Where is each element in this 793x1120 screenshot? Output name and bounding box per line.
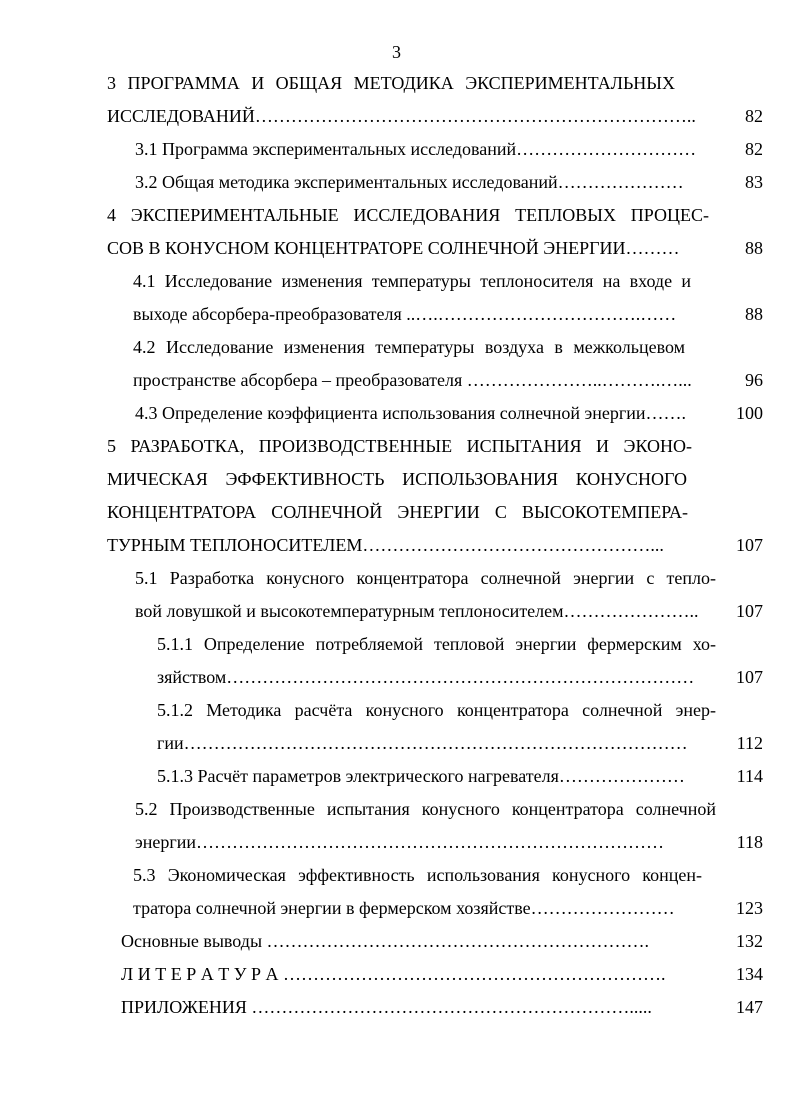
toc-entry-5-1-line1[interactable] xyxy=(135,562,716,594)
toc-page-number: 82 xyxy=(745,139,763,159)
toc-entry-4-2-line1[interactable] xyxy=(133,331,685,363)
toc-entry-text: 3 ПРОГРАММА И ОБЩАЯ МЕТОДИКА ЭКСПЕРИМЕНТАЛЬНЫХ xyxy=(107,73,675,93)
toc-entry-text: 5.1 Разработка конусного концентратора солнечной энергии с тепло- xyxy=(135,568,716,588)
toc-entry-4-heading-line2[interactable] xyxy=(107,232,763,264)
toc-entry-5-2-line1[interactable] xyxy=(135,793,716,825)
toc-entry-5-1-1-line2[interactable] xyxy=(157,661,763,693)
toc-page-number: 112 xyxy=(736,733,763,753)
toc-page-number: 88 xyxy=(745,238,763,258)
toc-page-number: 107 xyxy=(736,535,763,555)
page-number: 3 xyxy=(392,42,401,62)
toc-entry-text: 5.1.2 Методика расчёта конусного концентратора солнечной энер- xyxy=(157,700,716,720)
toc-entry-5-3-line1[interactable] xyxy=(133,859,702,891)
toc-page-number: 107 xyxy=(736,601,763,621)
toc-entry-text: 3.2 Общая методика экспериментальных исследований………………… xyxy=(135,172,684,192)
toc-entry-text: ИССЛЕДОВАНИЙ……………………………………………………………….. xyxy=(107,106,696,126)
toc-entry-text: зяйством…………………………………………………………………… xyxy=(157,667,695,687)
toc-page-number: 147 xyxy=(736,997,763,1017)
toc-entry-text: тратора солнечной энергии в фермерском хозяйстве…………………… xyxy=(133,898,675,918)
toc-entry-text: 4.3 Определение коэффициента использования солнечной энергии……. xyxy=(135,403,686,423)
toc-page-number: 83 xyxy=(745,172,763,192)
toc-entry-5-heading-line2[interactable] xyxy=(107,463,687,495)
toc-page-number: 107 xyxy=(736,667,763,687)
toc-entry-5-heading-line4[interactable] xyxy=(107,529,763,561)
toc-page-number: 88 xyxy=(745,304,763,324)
toc-entry-text: Основные выводы ………………………………………………………. xyxy=(121,931,650,951)
toc-entry-text: ПРИЛОЖЕНИЯ ………………………………………………………..... xyxy=(121,997,652,1017)
toc-entry-5-heading-line1[interactable] xyxy=(107,430,692,462)
toc-entry-text: 4.2 Исследование изменения температуры воздуха в межкольцевом xyxy=(133,337,685,357)
toc-page-number: 100 xyxy=(736,403,763,423)
toc-entry-text: 5 РАЗРАБОТКА, ПРОИЗВОДСТВЕННЫЕ ИСПЫТАНИЯ И ЭКОНО- xyxy=(107,436,692,456)
toc-page-number: 118 xyxy=(736,832,763,852)
toc-page-number: 123 xyxy=(736,898,763,918)
toc-entry-4-1-line1[interactable] xyxy=(133,265,691,297)
toc-entry-text: ТУРНЫМ ТЕПЛОНОСИТЕЛЕМ…………………………………………... xyxy=(107,535,664,555)
toc-entry-conclusions[interactable] xyxy=(121,925,763,957)
toc-entry-5-3-line2[interactable] xyxy=(133,892,763,924)
toc-entry-4-heading-line1[interactable] xyxy=(107,199,709,231)
toc-entry-text: 4 ЭКСПЕРИМЕНТАЛЬНЫЕ ИССЛЕДОВАНИЯ ТЕПЛОВЫХ ПРОЦЕС- xyxy=(107,205,709,225)
toc-page-number: 114 xyxy=(736,766,763,786)
toc-entry-3-heading-line1[interactable] xyxy=(107,67,675,99)
toc-entry-4-2-line2[interactable] xyxy=(133,364,763,396)
toc-entry-text: 4.1 Исследование изменения температуры теплоносителя на входе и xyxy=(133,271,691,291)
toc-entry-text: выходе абсорбера-преобразователя ..….…………………………….…… xyxy=(133,304,677,324)
toc-entry-text: 5.1.1 Определение потребляемой тепловой энергии фермерским хо- xyxy=(157,634,716,654)
toc-entry-5-1-2-line1[interactable] xyxy=(157,694,716,726)
toc-entry-text: гии………………………………………………………………………… xyxy=(157,733,688,753)
toc-entry-text: пространстве абсорбера – преобразователя …………………..……….…... xyxy=(133,370,692,390)
toc-entry-text: 5.1.3 Расчёт параметров электрического нагревателя………………… xyxy=(157,766,685,786)
toc-entry-text: Л И Т Е Р А Т У Р А ………………………………………………………. xyxy=(121,964,666,984)
toc-entry-text: 5.3 Экономическая эффективность использования конусного концен- xyxy=(133,865,702,885)
toc-page-number: 96 xyxy=(745,370,763,390)
toc-entry-text: СОВ В КОНУСНОМ КОНЦЕНТРАТОРЕ СОЛНЕЧНОЙ ЭНЕРГИИ……… xyxy=(107,238,680,258)
toc-entry-text: вой ловушкой и высокотемпературным теплоносителем………………….. xyxy=(135,601,699,621)
toc-page-number: 134 xyxy=(736,964,763,984)
toc-entry-3-2[interactable] xyxy=(135,166,763,198)
toc-entry-text: КОНЦЕНТРАТОРА СОЛНЕЧНОЙ ЭНЕРГИИ С ВЫСОКОТЕМПЕРА- xyxy=(107,502,688,522)
toc-page-number: 132 xyxy=(736,931,763,951)
toc-entry-5-1-3[interactable] xyxy=(157,760,763,792)
toc-entry-5-1-1-line1[interactable] xyxy=(157,628,716,660)
toc-entry-3-1[interactable] xyxy=(135,133,763,165)
toc-entry-3-heading-line2[interactable] xyxy=(107,100,763,132)
toc-entry-5-2-line2[interactable] xyxy=(135,826,763,858)
toc-entry-5-1-line2[interactable] xyxy=(135,595,763,627)
toc-entry-4-1-line2[interactable] xyxy=(133,298,763,330)
toc-entry-text: МИЧЕСКАЯ ЭФФЕКТИВНОСТЬ ИСПОЛЬЗОВАНИЯ КОНУСНОГО xyxy=(107,469,687,489)
toc-entry-literature[interactable] xyxy=(121,958,763,990)
toc-entry-appendices[interactable] xyxy=(121,991,763,1023)
toc-entry-5-heading-line3[interactable] xyxy=(107,496,688,528)
toc-entry-text: энергии…………………………………………………………………… xyxy=(135,832,664,852)
toc-entry-text: 3.1 Программа экспериментальных исследований………………………… xyxy=(135,139,697,159)
toc-page-number: 82 xyxy=(745,106,763,126)
toc-entry-5-1-2-line2[interactable] xyxy=(157,727,763,759)
toc-entry-4-3[interactable] xyxy=(135,397,763,429)
toc-entry-text: 5.2 Производственные испытания конусного концентратора солнечной xyxy=(135,799,716,819)
